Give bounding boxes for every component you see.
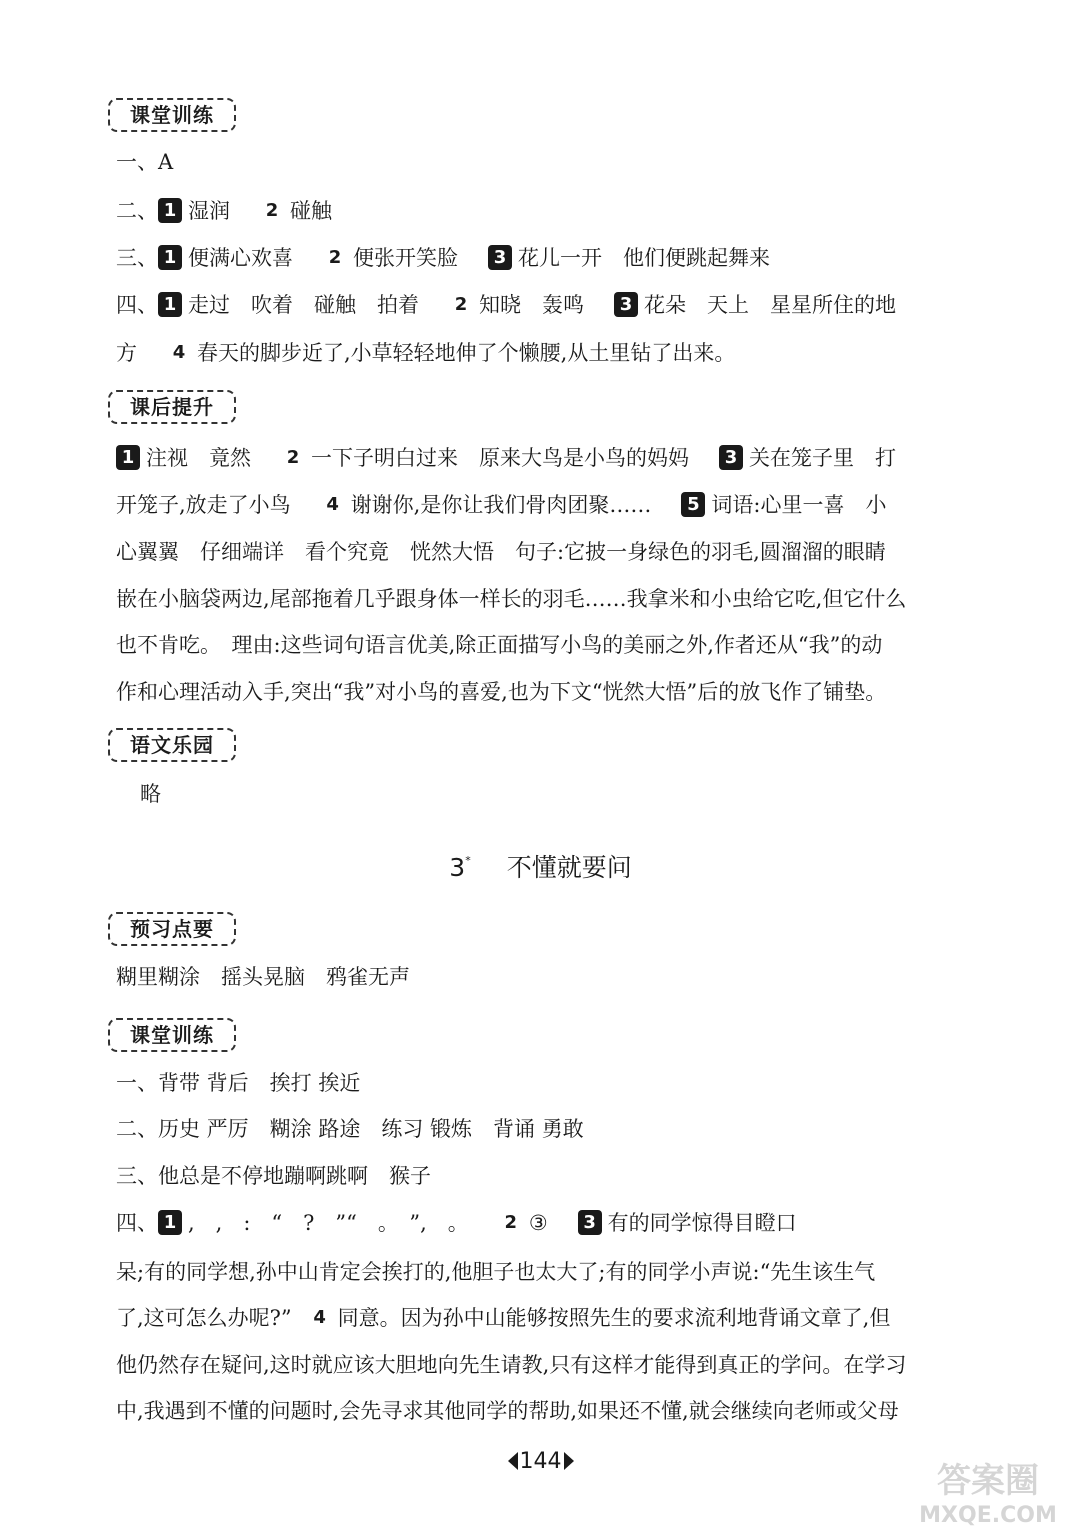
answer-line: 四、 1 , , : “ ? ”“ 。 ”, 。 2 ③ 3 有的同学惊得目瞪口 [116, 1211, 797, 1235]
answer-line: 心翼翼 仔细端详 看个究竟 恍然大悟 句子:它披一身绿色的羽毛,圆溜溜的眼睛 [116, 540, 886, 564]
number-badge: 1 [158, 292, 182, 317]
answer-line: 中,我遇到不懂的问题时,会先寻求其他同学的帮助,如果还不懂,就会继续向老师或父母 [116, 1399, 899, 1423]
answer-line: 了,这可怎么办呢?” 4 同意。因为孙中山能够按照先生的要求流利地背诵文章了,但 [116, 1306, 891, 1330]
answer-line: 1 注视 竟然 2 一下子明白过来 原来大鸟是小鸟的妈妈 3 关在笼子里 打 [116, 443, 976, 473]
watermark-logo [913, 1452, 1063, 1528]
number-badge: 1 [158, 245, 182, 270]
answer-line: 略 [140, 782, 161, 806]
number-badge: 2 [323, 245, 347, 270]
lesson-title: 3* 不懂就要问 [449, 853, 632, 882]
number-badge: 1 [158, 1210, 182, 1235]
number-badge: 1 [116, 445, 140, 470]
answer-line: 一、背带 背后 挨打 挨近 [116, 1071, 361, 1095]
answer-line: 糊里糊涂 摇头晃脑 鸦雀无声 [116, 965, 410, 989]
section-tag-preview: 预习点要 [108, 912, 236, 946]
number-badge: 5 [681, 492, 705, 517]
right-arrow-icon [564, 1452, 574, 1470]
number-badge: 3 [488, 245, 512, 270]
number-badge: 4 [321, 492, 345, 517]
answer-line: 二、 1 湿润 2 碰触 [116, 199, 332, 223]
left-arrow-icon [508, 1452, 518, 1470]
number-badge: 4 [308, 1305, 332, 1330]
number-badge: 3 [614, 292, 638, 317]
answer-line: 三、 1 便满心欢喜 2 便张开笑脸 3 花儿一开 他们便跳起舞来 [116, 246, 770, 270]
section-tag-chinese-garden: 语文乐园 [108, 728, 236, 762]
answer-line: 一、A [116, 150, 174, 174]
answer-line: 二、历史 严厉 糊涂 路途 练习 锻炼 背诵 勇敢 [116, 1117, 584, 1141]
answer-line: 嵌在小脑袋两边,尾部拖着几乎跟身体一样长的羽毛……我拿米和小虫给它吃,但它什么 [116, 587, 907, 611]
answer-line: 呆;有的同学想,孙中山肯定会挨打的,他胆子也太大了;有的同学小声说:“先生该生气 [116, 1260, 876, 1284]
section-tag-after-class: 课后提升 [108, 390, 236, 424]
svg-text:MXQE.COM: MXQE.COM [919, 1503, 1057, 1528]
answer-line: 也不肯吃。 理由:这些词句语言优美,除正面描写小鸟的美丽之外,作者还从“我”的动 [116, 633, 883, 657]
answer-line: 四、 1 走过 吹着 碰触 拍着 2 知晓 轰鸣 3 花朵 天上 星星所住的地 [116, 293, 896, 317]
number-badge: 3 [578, 1210, 602, 1235]
number-badge: 3 [719, 445, 743, 470]
section-tag-classroom-training: 课堂训练 [108, 98, 236, 132]
answer-line: 三、他总是不停地蹦啊跳啊 猴子 [116, 1164, 431, 1188]
number-badge: 2 [499, 1210, 523, 1235]
page-number: 144 [0, 1447, 1081, 1477]
number-badge: 2 [260, 198, 284, 223]
answer-line: 开笼子,放走了小鸟 4 谢谢你,是你让我们骨肉团聚…… 5 词语:心里一喜 小 [116, 493, 887, 517]
number-badge: 2 [281, 445, 305, 470]
answer-line: 他仍然存在疑问,这时就应该大胆地向先生请教,只有这样才能得到真正的学问。在学习 [116, 1353, 907, 1377]
svg-text:答案圈: 答案圈 [937, 1461, 1039, 1501]
number-badge: 1 [158, 198, 182, 223]
answer-line: 方 4 春天的脚步近了,小草轻轻地伸了个懒腰,从土里钻了出来。 [116, 341, 736, 365]
number-badge: 4 [167, 340, 191, 365]
answer-line: 作和心理活动入手,突出“我”对小鸟的喜爱,也为下文“恍然大悟”后的放飞作了铺垫。 [116, 680, 887, 704]
section-tag-classroom-training-2: 课堂训练 [108, 1018, 236, 1052]
number-badge: 2 [449, 292, 473, 317]
